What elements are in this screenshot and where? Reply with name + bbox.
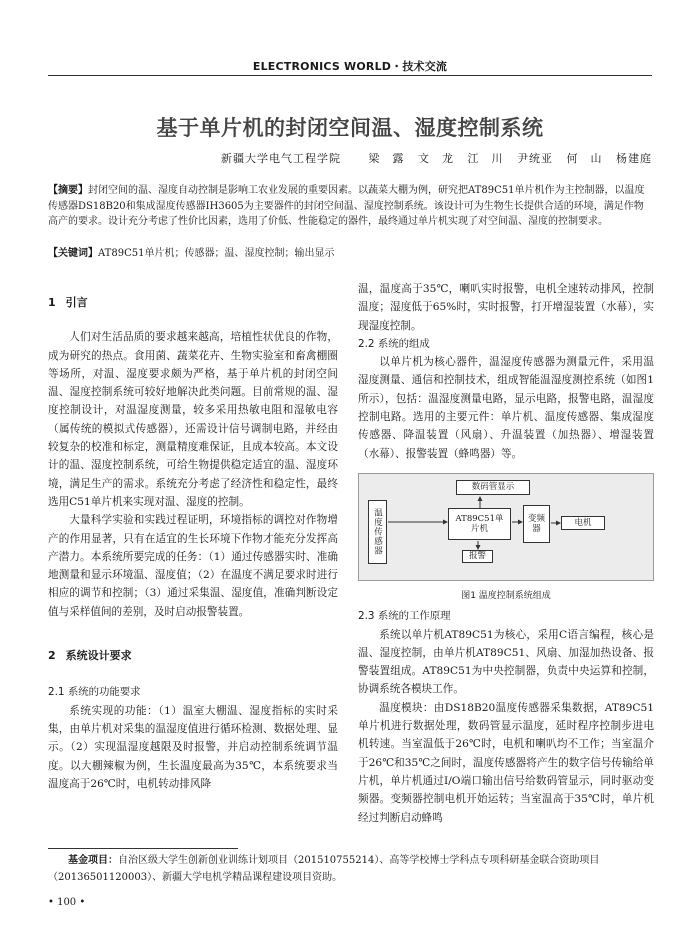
keywords-text: AT89C51单片机；传感器；温、湿度控制；输出显示 — [98, 248, 335, 259]
author-name: 尹统亚 — [517, 152, 553, 165]
section-title: 引言 — [65, 296, 88, 309]
motor-block: 电机 — [561, 516, 605, 530]
section-heading-1 — [48, 294, 338, 312]
arrow-head — [476, 545, 481, 550]
inverter-block: 变频器 — [523, 505, 550, 543]
section-heading-2 — [48, 647, 338, 665]
funding-footnote — [48, 853, 652, 886]
footnote-text: 自治区级大学生创新创业训练计划项目（201510755214）、高等学校博士学科点专项科研基金联合资助项目（20136501120003）、新疆大学电机学精品课程建设项目资助。 — [48, 855, 600, 883]
subsection-heading-2-1: 2.1 系统的功能要求 — [48, 686, 141, 699]
keywords-label: 【关键词】 — [48, 248, 98, 259]
author-name: 杨建庭 — [616, 152, 652, 165]
header-rule — [48, 75, 652, 76]
arrow-head — [556, 520, 561, 525]
arrow-head — [478, 496, 483, 501]
mcu-block: AT89C51单片机 — [448, 508, 511, 540]
footnote-label: 基金项目： — [68, 855, 118, 866]
left-column — [48, 280, 338, 793]
keywords — [48, 246, 652, 262]
section-number: 1 — [48, 296, 56, 309]
function-paragraph: 系统实现的功能：（1）温室大棚温、湿度指标的实时采集，由单片机对采集的温湿度值进行循环检测、数据处理、显示。（2）实现温湿度越限及时报警，并启动控制系统调节温度。以大棚辣椒为例，生长温度最高为35℃，本系统要求当温度高于26℃时，电机转动排风降 — [48, 704, 338, 790]
page-number: • 100 • — [48, 897, 86, 908]
subsection-heading-2-2: 2.2 系统的组成 — [358, 337, 430, 350]
intro-paragraph-2: 大量科学实验和实践过程证明，环境指标的调控对作物增产的作用显著，只有在适宜的生长环境下作物才能充分发挥高产潜力。本系统所要完成的任务：（1）通过传感器实时、准确地测量和显示环境温、湿度值；（2）在温度不满足要求时进行相应的调节和控制；（3）通过采集温、湿度值，准确判断设定值与采样值间的差别，及时启动报警装置。 — [48, 514, 338, 618]
section-title: 系统设计要求 — [65, 649, 132, 663]
function-paragraph-cont: 温，温度高于35℃，喇叭实时报警，电机全速转动排风，控制温度；湿度低于65%时，实时报警，打开增湿装置（水幕），实现湿度控制。 — [358, 283, 654, 332]
principle-paragraph-2: 温度模块：由DS18B20温度传感器采集数据，AT89C51单片机进行数据处理，数码管显示温度，延时程序控制步进电机转速。当室温低于26℃时，电机和喇叭均不工作；当室温介于26℃和35℃之间时，温度传感器将产生的数字信号传输给单片机，单片机通过I/O端口输出信号给数码管显示，同时驱动变频器。变频器控制电机开始运转；当室温高于35℃时，单片机经过判断启动蜂鸣 — [358, 701, 654, 824]
diagram-connectors — [359, 474, 655, 582]
author-name: 梁 露 — [368, 152, 405, 165]
arrow-head — [443, 519, 448, 524]
abstract-label: 【摘要】 — [48, 185, 88, 196]
author-line — [221, 150, 652, 166]
principle-paragraph-1: 系统以单片机AT89C51为核心，采用C语言编程，核心是温、湿度控制，由单片机AT89C51、风扇、加湿加热设备、报警装置组成。AT89C51为中央控制器，负责中央运算和控制，协调系统各模块工作。 — [358, 628, 654, 696]
footnote-rule — [48, 848, 238, 849]
alarm-block: 报警 — [462, 550, 493, 563]
right-column — [358, 280, 654, 827]
figure-caption: 图1 温度控制系统组成 — [461, 590, 551, 601]
author-names — [360, 152, 653, 165]
paper-title: 基于单片机的封闭空间温、湿度控制系统 — [156, 116, 544, 140]
intro-paragraph-1: 人们对生活品质的要求越来越高，培植性状优良的作物，成为研究的热点。食用菌、蔬菜花卉、生物实验室和畜禽棚圈等场所，对温、湿度要求颇为严格，基于单片机的封闭空间温、湿度控制系统可较好地解决此类问题。目前常规的温、湿度控制设计，对温湿度测量，较多采用热敏电阻和湿敏电容（属传统的模拟式传感器），还需设计信号调制电路，并经由较复杂的校准和标定，测量精度难保证，且成本较高。本文设计的温、湿度控制系统，可给生物提供稳定适宜的温、湿度环境，满足生产的需求。系统充分考虑了经济性和稳定性，最终选用C51单片机来实现对温、湿度的控制。 — [48, 331, 338, 508]
display-block: 数码管显示 — [456, 480, 530, 495]
journal-header: ELECTRONICS WORLD・技术交流 — [252, 60, 448, 73]
section-number: 2 — [48, 649, 56, 663]
author-name: 何 山 — [566, 152, 603, 165]
system-block-diagram — [358, 473, 654, 581]
arrow-head — [518, 519, 523, 524]
sensor-block: 温度传感器 — [368, 500, 387, 564]
abstract — [48, 183, 652, 230]
author-name: 江 川 — [467, 152, 504, 165]
subsection-heading-2-3: 2.3 系统的工作原理 — [358, 610, 451, 623]
author-name: 文 龙 — [418, 152, 454, 165]
composition-paragraph: 以单片机为核心器件，温湿度传感器为测量元件，采用温湿度测量、通信和控制技术，组成智能温湿度测控系统（如图1所示），包括：温湿度测量电路，显示电路，报警电路，温湿度控制电路。选用的主要元件：单片机、温度传感器、集成湿度传感器、降温装置（风扇）、升温装置（加热器）、增湿装置（水幕）、报警装置（蜂鸣器）等。 — [358, 356, 654, 460]
affiliation: 新疆大学电气工程学院 — [221, 152, 341, 165]
abstract-text: 封闭空间的温、湿度自动控制是影响工农业发展的重要因素。以蔬菜大棚为例，研究把AT89C51单片机作为主控制器，以温度传感器DS18B20和集成湿度传感器IH3605为主要器件的封闭空间温、湿度控制系统。该设计可为生物生长提供合适的环境，满足作物高产的要求。设计充分考虑了性价比因素，选用了价低、性能稳定的器件，最终通过单片机实现了对空间温、湿度的控制要求。 — [48, 185, 645, 228]
